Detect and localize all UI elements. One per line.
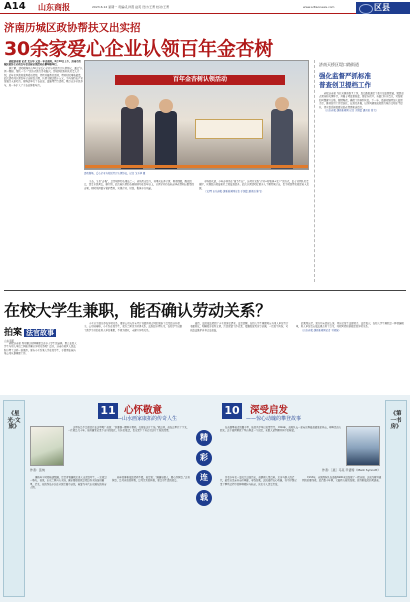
column-paper: 山东商报 — [4, 340, 15, 343]
story1-lead: 商报济南讯 记者 戈玉华 又是一年杏黄时。6月10日上午，济南市历城区政协主办的百年金杏树认领活动在柳埠镇举行。 — [4, 60, 82, 67]
right-serial-title: 深受启发 — [250, 405, 289, 416]
column-name: 拍案 — [4, 328, 23, 338]
right-serial-body-3: 1933年，英国探险队在海拔8400米处发现了一把冰镐，这成为解开谜团的重要线索。此后数十年间，又陆续有新的发现，但真相依然扑朔迷离。 — [302, 476, 382, 483]
section-label: 区县 — [356, 2, 410, 14]
left-serial-title: 心怀敬意 — [124, 405, 163, 416]
story1-credit: （文/图 山东商报·速新新闻网记者 于国蕾 通讯员 陈飞） — [204, 190, 264, 194]
badge: 载 — [196, 490, 212, 506]
badge: 彩 — [196, 450, 212, 466]
story2-headline: 在校大学生兼职，能否确认劳动关系？ — [4, 301, 271, 320]
badge: 精 — [196, 430, 212, 446]
issue-info: 2023.6.12 星期一 责编/孔祥霄 赵英 设计/王菁 校对/王菁 — [92, 5, 170, 9]
right-book-caption: 作者：［美］马克·辛诺特（Mark Synnott） — [322, 468, 381, 472]
photo-cheque-board — [195, 119, 263, 139]
photo-figure-head — [275, 97, 289, 111]
page-number: A14 — [4, 1, 26, 12]
story2-column-1: 商报济南讯 利用课余时间兼职是许多大学生的选择，那么在校大学生与用人单位之间能否确认劳动关系呢？近日，济南市某区人民法院审理了这样一起案件。原告小王系某大学在校学生，于假期在被告某公司从事兼职工作。 — [4, 342, 77, 356]
page-header — [0, 0, 410, 14]
story1-photo — [84, 60, 309, 170]
sidebar-credit: （山东商报·速新新闻网 记者 于国蕾 通讯员 张飞） — [324, 109, 379, 113]
right-book-cover — [346, 426, 380, 466]
story2-column-2: 小王认为双方存在劳动关系，要求公司支付未签订书面劳动合同的双倍工资及经济补偿金。公司则辩称，小王系在校学生，双方之间仅为劳务关系。法院经审理认为，在校学生以勤工助学为目的在用人单位兼职，不视为就业，未建立劳动关系。 — [84, 322, 183, 332]
photo-banner: 百年金杏树认领活动 — [115, 75, 285, 85]
photo-figure-head — [125, 95, 139, 109]
sidebar-headline-1: 强化监督严抓标准 — [319, 72, 371, 80]
photo-caption: 活动现场，爱心企业与村民签订认领协议。记者 戈玉华 摄 — [84, 172, 146, 175]
badge: 连 — [196, 470, 212, 486]
left-serial-body-1: 这里你是不是愿意住在这里呢？他说：“我要像一颗种子那样，扎根在这片土地。”就这样，他在这里住了下来，一住就是几十年。他用画笔记录下山川的变化、村庄的变迁，也记录下了自己对这片土地的深情。 — [68, 426, 189, 433]
story1-column-4: 金杏，又名“杏梅”，是历城区特色果品之一，栽培历史悠久，其果实色泽金黄、果肉细腻、酸甜适口，深受市民喜爱。据介绍，此次被认领的杏树树龄均在百年以上，认领企业将在收获季获得相应数量的杏果，同时负担部分管护费用，实现企业、村民、集体多方共赢。 — [84, 180, 194, 190]
story2-column-4: 此案判决后，双方均未提起上诉，判决已发生法律效力。法官表示，在校大学生兼职是一种普遍现象，用人单位也应依法规范用工行为，共同营造和谐稳定的劳动关系。 （山东商报·速新新闻网记者 王晓滨） — [296, 322, 406, 390]
left-serial-body-3: 晚年的康拓依然笔耕不辍，他常说：“画画如做人，要心怀敬意。”这份敬意，是对自然的敬畏，是对艺术的执着，更是对生活的热爱。 — [112, 476, 190, 483]
sidebar-headline-2: 普查创卫提档工作 — [319, 81, 371, 89]
right-serial-body-1: 在英国攀岩者的圈子里，他的名字早已如雷贯耳。1924年，他和队友一起向世界最高峰发起冲击，却再也没有回来。这个谜团困扰了登山界近一个世纪，无数人试图解开其中的秘密。 — [220, 426, 342, 433]
left-serial-body-2: 康拓年少时便痴迷绘画，常常背着画板走进大山深处写生，一走就是一整天。他说，山水之间自有天地，画家要做的就是把这份天地装进画里。后来，他的作品多次在全国美展中获奖，被誉为当代山水画坛的传奇人物。 — [30, 476, 107, 490]
left-book-caption: 作者：张纯 — [30, 468, 46, 472]
section-divider — [4, 290, 406, 291]
photo-figure-head — [159, 99, 173, 113]
sidebar-kicker: 济南天桥区堤口路街道 — [319, 62, 359, 67]
site-url[interactable]: www.sdtaonews.com — [303, 5, 335, 9]
story2-column-3: 最终，法院依法驳回了小王的诉讼请求。法官提醒，在校大学生兼职时应与用人单位签订书面协议，明确双方权利义务，注意保留工作记录、报酬发放凭证等证据，一旦发生纠纷，可以依法维护自身合法权益。 — [190, 322, 289, 332]
sidebar-body: 商报济南讯 为扎实推进创卫工作，堤口路街道纪工委立足监督职能，聚焦重点领域和关键环节，开展专项监督检查，督促各社区、各部门压实责任，对发现的问题建立台账、限期整改，确保工作落到实处。下一步，街道将继续加大监督力度，推动创卫工作常态化、长效化开展，以作风建设成效助力城市文明水平提升，切实提高居民群众的获得感和满意度。 （山东商报·速新新闻网 记者 于国蕾 通讯员 张飞） — [319, 92, 404, 113]
serial-badges — [196, 430, 212, 516]
left-serial-number: 11 — [98, 403, 118, 419]
story1-kicker: 济南历城区政协帮扶又出实招 — [4, 22, 141, 34]
right-column-strip: 《第一书房》 — [385, 400, 407, 597]
story1-column-1 — [4, 60, 83, 298]
story1-body: 据了解，活动现场共有30余家爱心企业与村民签订认领协议，通过“认领一棵树、帮扶一个户”的方式助力乡村振兴。历城区政协相关负责人介绍，近年来区政协发挥委员优势，持续开展帮扶活动，带动村民增收致富，此次活动共认领百年金杏树百余棵，认领金额达数十万元，为当地特色产业发展注入新动力。现场还举行了杏品尝、直播带货等活动，吸引众多市民参与，进一步扩大了金杏品牌影响力。 — [4, 66, 83, 87]
left-serial-subtitle: ——山水画家康拓的传奇人生 — [112, 416, 178, 422]
story1-column-5: 市场的欢迎，今年杏林正在“拔节生长”，该项目采取“企业+村集体+农户”的方式，由专业团队负责管护，实现经济效益和社会效益双提升。此次认领活动让更多人了解历城金杏，也为村民带来稳定收入来源。 （文/图 山东商报·速新新闻网记者 于国蕾 通讯员 陈飞） — [199, 180, 309, 194]
story2-credit: （山东商报·速新新闻网记者 王晓滨） — [301, 328, 341, 332]
right-serial-subtitle: ——惊心动魄的攀登故事 — [246, 416, 302, 422]
right-serial-body-2: 作者多年来一直关注这段历史，他翻阅大量资料，走访当事人的后代，最终决定亲自前往珠峰，寻找答案。这段旅程惊心动魄，书中详细记录了攀登过程中的种种艰险与收获，读来令人深受启发。 — [220, 476, 297, 486]
column-logo — [4, 320, 78, 343]
left-book-cover — [30, 426, 64, 466]
right-serial-number: 10 — [222, 403, 242, 419]
left-column-strip: 《星光·文旅》 — [3, 400, 25, 597]
column-tag: 法官故事 — [26, 329, 55, 337]
paper-name: 山东商报 — [38, 3, 70, 12]
story1-headline: 30余家爱心企业认领百年金杏树 — [4, 38, 273, 60]
photo-figure — [155, 111, 177, 170]
photo-table-edge — [85, 165, 309, 168]
photo-figure — [121, 107, 143, 170]
photo-figure — [271, 109, 293, 170]
